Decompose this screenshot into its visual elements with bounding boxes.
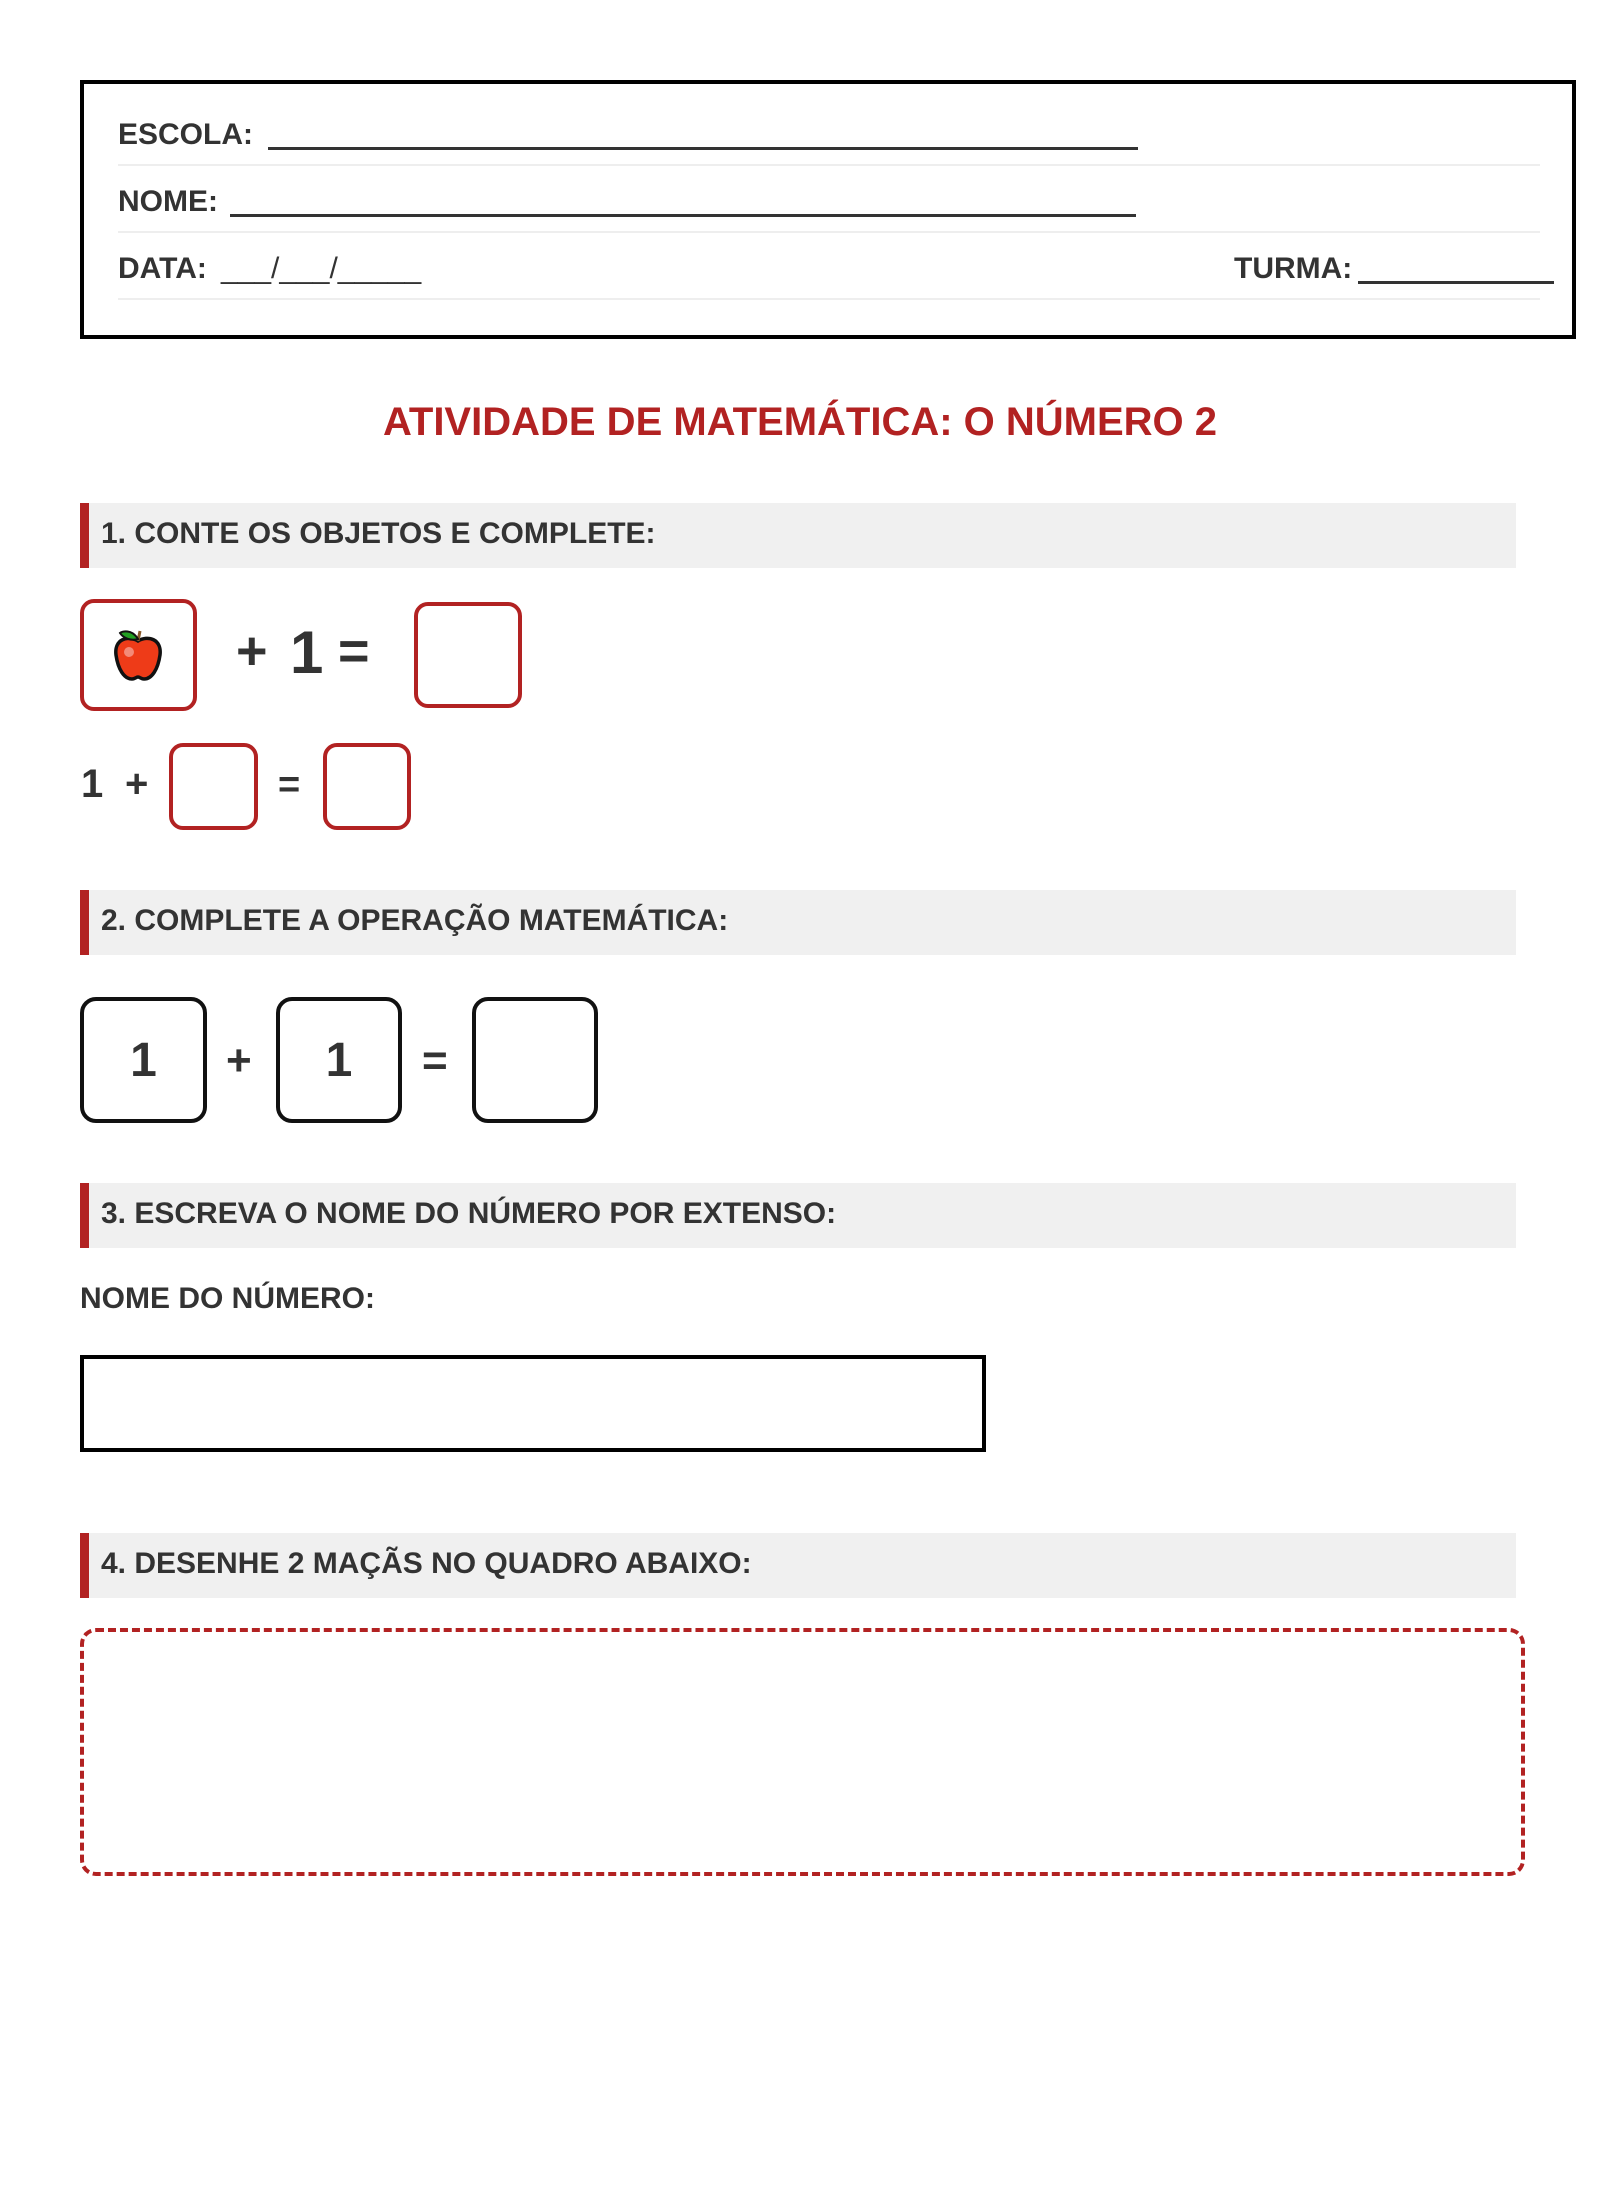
escola-label: ESCOLA: — [118, 118, 253, 151]
apple-icon — [108, 625, 168, 685]
answer-box-1[interactable] — [414, 602, 522, 708]
data-label: DATA: — [118, 252, 207, 285]
section-4-header — [80, 1533, 1516, 1598]
escola-field[interactable] — [268, 147, 1138, 150]
nome-row — [118, 171, 1540, 233]
section-3-header — [80, 1183, 1516, 1248]
escola-row — [118, 104, 1540, 166]
section-1-header — [80, 503, 1516, 568]
student-info-box — [80, 80, 1576, 339]
operand-box-2: 1 — [276, 997, 402, 1123]
data-turma-row — [118, 238, 1540, 300]
data-field[interactable]: ___/___/_____ — [221, 252, 422, 285]
section-3-heading: 3. ESCREVA O NOME DO NÚMERO POR EXTENSO: — [101, 1197, 837, 1230]
equals-sign: = — [422, 1036, 448, 1085]
number-one: 1 — [81, 762, 104, 806]
plus-sign: + — [236, 621, 268, 681]
section-1-heading: 1. CONTE OS OBJETOS E COMPLETE: — [101, 517, 656, 550]
operand-box-1: 1 — [80, 997, 207, 1123]
drawing-area[interactable] — [80, 1628, 1525, 1876]
result-box[interactable] — [472, 997, 598, 1123]
apple-count-box — [80, 599, 197, 711]
section-4-heading: 4. DESENHE 2 MAÇÃS NO QUADRO ABAIXO: — [101, 1547, 752, 1580]
nome-field[interactable] — [230, 214, 1136, 217]
nome-label: NOME: — [118, 185, 218, 218]
turma-label: TURMA: — [1234, 252, 1353, 285]
section-2-heading: 2. COMPLETE A OPERAÇÃO MATEMÁTICA: — [101, 904, 729, 937]
plus-sign: + — [125, 762, 149, 806]
equals-sign: = — [338, 621, 370, 681]
answer-box-3[interactable] — [323, 743, 411, 830]
answer-box-2[interactable] — [169, 743, 258, 830]
section-2-header — [80, 890, 1516, 955]
number-name-label: NOME DO NÚMERO: — [80, 1282, 375, 1315]
number-one: 1 — [290, 619, 324, 686]
page-title: ATIVIDADE DE MATEMÁTICA: O NÚMERO 2 — [382, 400, 1218, 444]
turma-field[interactable] — [1358, 281, 1554, 284]
equals-sign: = — [278, 764, 301, 806]
plus-sign: + — [226, 1036, 252, 1085]
number-name-field[interactable] — [80, 1355, 986, 1452]
